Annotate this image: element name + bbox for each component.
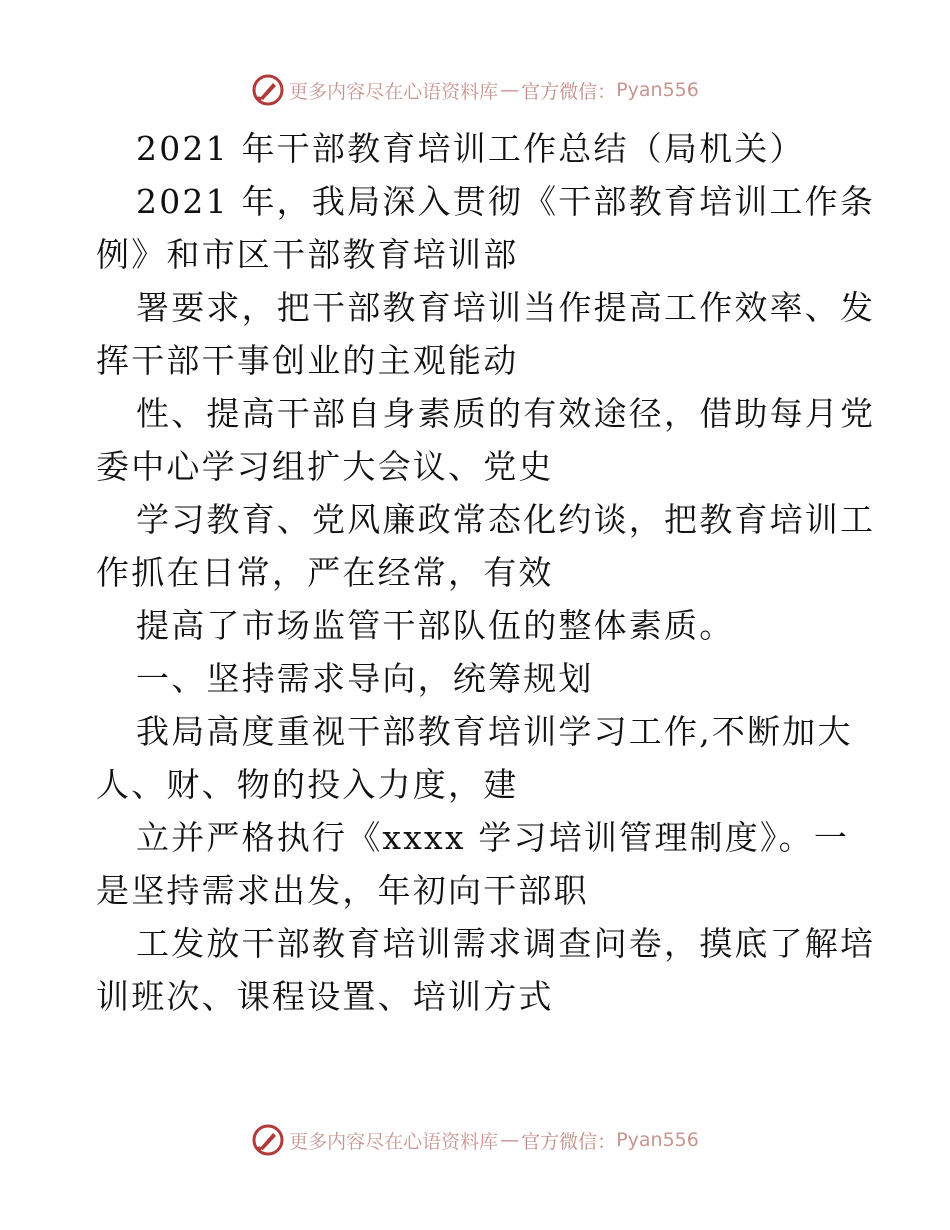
document-body: [96, 122, 876, 1023]
watermark-dash: —: [500, 79, 520, 101]
paragraph-line: 立并严格执行《xxxx 学习培训管理制度》。一: [136, 818, 850, 857]
pen-seal-logo-icon: [251, 1123, 285, 1157]
paragraph-line: 提高了市场监管干部队伍的整体素质。: [136, 606, 735, 645]
paragraph-line: 2021 年，我局深入贯彻《干部教育培训工作条: [136, 182, 876, 221]
paragraph-line: 是坚持需求出发，年初向干部职: [96, 871, 589, 910]
section-heading: 一、坚持需求导向，统筹规划: [136, 659, 594, 698]
paragraph-line: 性、提高干部自身素质的有效途径，借助每月党: [136, 394, 876, 433]
paragraph-line: 学习教育、党风廉政常态化约谈，把教育培训工: [136, 500, 876, 539]
document-title: 2021 年干部教育培训工作总结（局机关）: [136, 129, 805, 168]
paragraph-line: 工发放干部教育培训需求调查问卷，摸底了解培: [136, 924, 876, 963]
paragraph-line: 例》和市区干部教育培训部: [96, 235, 519, 274]
watermark-main-text: 更多内容尽在心语资料库: [289, 80, 499, 103]
watermark-main-text: 更多内容尽在心语资料库: [289, 1130, 499, 1153]
watermark-header: [0, 70, 950, 110]
watermark-contact-id: Pyan556: [616, 79, 699, 101]
watermark-contact-id: Pyan556: [616, 1129, 699, 1151]
paragraph-line: 人、财、物的投入力度，建: [96, 765, 519, 804]
paragraph-line: 训班次、课程设置、培训方式: [96, 977, 554, 1016]
watermark-dash: —: [500, 1129, 520, 1151]
paragraph-line: 署要求，把干部教育培训当作提高工作效率、发: [136, 288, 876, 327]
paragraph-line: 我局高度重视干部教育培训学习工作,不断加大: [136, 712, 853, 751]
watermark-footer: [0, 1120, 950, 1160]
watermark-contact-label: 官方微信：: [521, 1130, 617, 1153]
paragraph-line: 作抓在日常，严在经常，有效: [96, 553, 554, 592]
paragraph-line: 挥干部干事创业的主观能动: [96, 341, 519, 380]
paragraph-line: 委中心学习组扩大会议、党史: [96, 447, 554, 486]
pen-seal-logo-icon: [251, 73, 285, 107]
watermark-contact-label: 官方微信：: [521, 80, 617, 103]
